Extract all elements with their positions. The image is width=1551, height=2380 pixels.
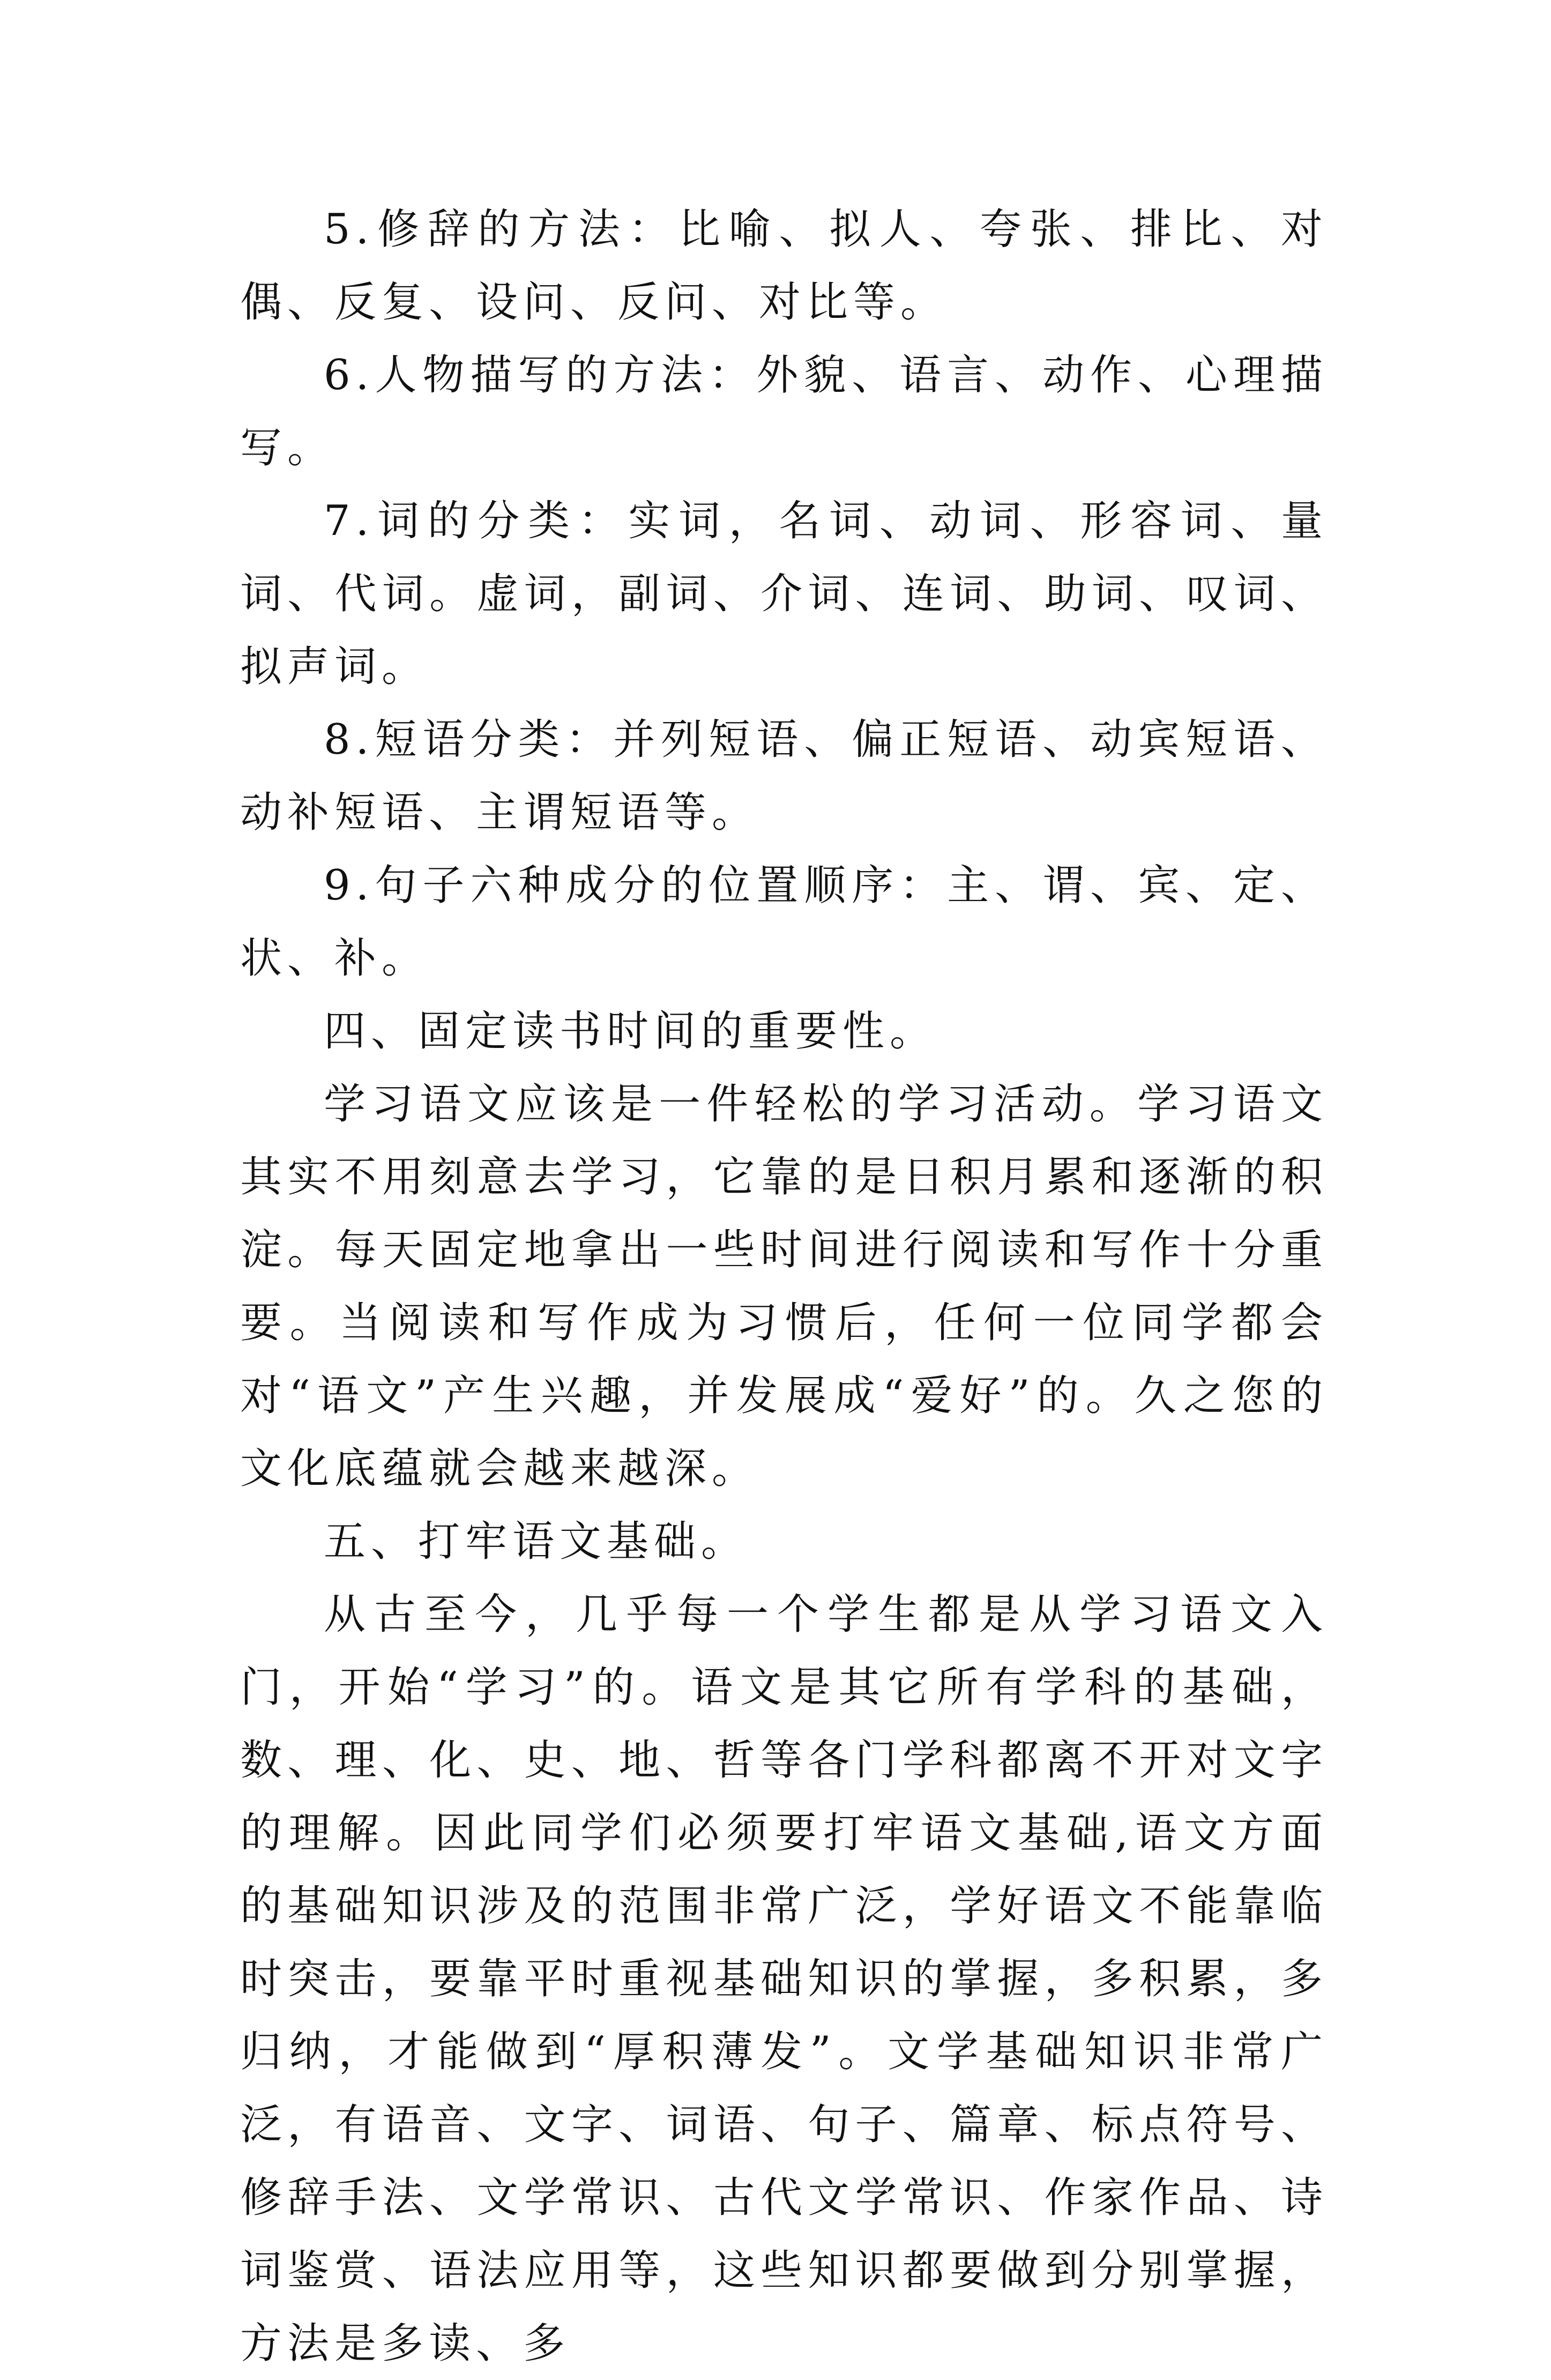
paragraph-word-classification: 7.词的分类：实词，名词、动词、形容词、量词、代词。虚词，副词、介词、连词、助词、叹词、拟声词。 xyxy=(240,497,1328,691)
paragraph-rhetoric-methods: 5.修辞的方法：比喻、拟人、夸张、排比、对偶、反复、设问、反问、对比等。 xyxy=(240,205,1328,326)
paragraph-reading-time: 学习语文应该是一件轻松的学习活动。学习语文其实不用刻意去学习，它靠的是日积月累和逐渐的积淀。每天固定地拿出一些时间进行阅读和写作十分重要。当阅读和写作成为习惯后，任何一位同学都会对“语文”产生兴趣，并发展成“爱好”的。久之您的文化底蕴就会越来越深。 xyxy=(240,1080,1328,1493)
section-heading-foundation: 五、打牢语文基础。 xyxy=(324,1518,749,1566)
section-heading-reading-time: 四、固定读书时间的重要性。 xyxy=(324,1007,937,1055)
paragraph-foundation: 从古至今，几乎每一个学生都是从学习语文入门，开始“学习”的。语文是其它所有学科的基础，数、理、化、史、地、哲等各门学科都离不开对文字的理解。因此同学们必须要打牢语文基础,语文方面的基础知识涉及的范围非常广泛，学好语文不能靠临时突击，要靠平时重视基础知识的掌握，多积累，多归纳，才能做到“厚积薄发”。文学基础知识非常广泛，有语音、文字、词语、句子、篇章、标点符号、修辞手法、文学常识、古代文学常识、作家作品、诗词鉴赏、语法应用等，这些知识都要做到分别掌握，方法是多读、多 xyxy=(240,1590,1328,2368)
paragraph-character-description: 6.人物描写的方法：外貌、语言、动作、心理描写。 xyxy=(240,351,1328,472)
document-body xyxy=(240,193,1328,2380)
paragraph-phrase-classification: 8.短语分类：并列短语、偏正短语、动宾短语、动补短语、主谓短语等。 xyxy=(240,716,1328,837)
paragraph-sentence-components: 9.句子六种成分的位置顺序：主、谓、宾、定、状、补。 xyxy=(240,861,1328,983)
